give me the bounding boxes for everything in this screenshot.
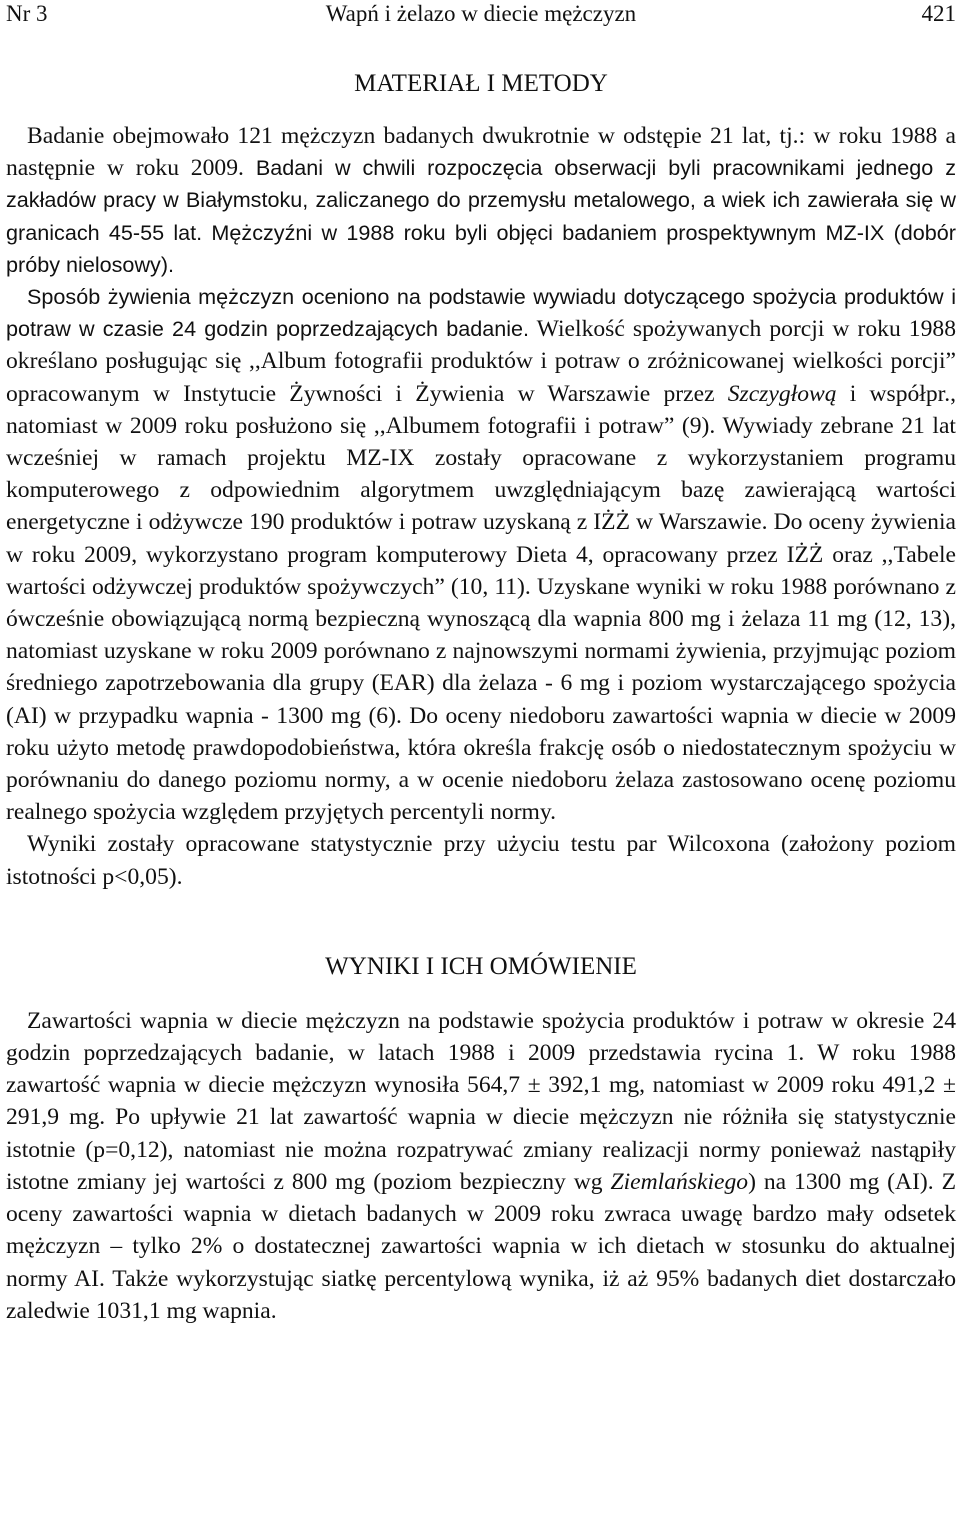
results-author-italic: Ziemlańskiego bbox=[610, 1168, 749, 1195]
page-number: 421 bbox=[921, 1, 956, 26]
methods-text-b: Badani w chwili rozpoczęcia obserwacji byli pracownikami jednego z zakładów pracy w Białymstoku, zaliczanego do przemysłu metalowego, a wiek ich zawierała się w granicach 45-55 lat. Mężczyźni w 1988 roku byli objęci badaniem prospektywnym MZ-IX (dobór próby nielosowy). bbox=[6, 155, 957, 277]
running-head bbox=[6, 0, 956, 32]
results-paragraph-1 bbox=[6, 1005, 956, 1327]
methods-text-f: i współpr., natomiast w 2009 roku posłużono się ,,Albumem fotografii i potraw” (9). Wywiady zebrane 21 lat wcześniej w ramach projektu MZ-IX zostały opracowane z wykorzystaniem programu komputerowego z odpowiednim algorytmem uwzględniającym bazę zawierającą wartości energetyczne i odżywcze 190 produktów i potraw uzyskaną z IŻŻ w Warszawie. Do oceny żywienia w roku 2009, wykorzystano program komputerowy Dieta 4, opracowany przez IŻŻ oraz ,,Tabele wartości odżywczej produktów spożywczych” (10, 11). Uzyskane wyniki w roku 1988 porównano z ówcześnie obowiązującą normą bezpieczną wynoszącą dla wapnia 800 mg i żelaza 11 mg (12, 13), natomiast uzyskane w roku 2009 porównano z najnowszymi normami żywienia, przyjmując poziom średniego zapotrzebowania dla grupy (EAR) dla żelaza - 6 mg i poziom wystarczającego spożycia (AI) w przypadku wapnia - 1300 mg (6). Do oceny niedoboru zawartości wapnia w diecie w 2009 roku użyto metodę prawdopodobieństwa, która określa frakcję osób o niedostatecznym spożyciu w porównaniu do danego poziomu normy, a w ocenie niedoboru żelaza zastosowano ocenę poziomu realnego spożycia względem przyjętych percentyli normy. bbox=[6, 380, 956, 826]
methods-heading: MATERIAŁ I METODY bbox=[354, 70, 608, 97]
methods-text-d: Wielkość spożywanych porcji w roku 1988 określano posługując się ,,Album fotografii produktów i potraw o zróżnicowanej wielkości porcji” opracowanym w Instytucie Żywności i Żywienia w Warszawie przez bbox=[6, 316, 956, 407]
running-title: Wapń i żelazo w diecie mężczyzn bbox=[325, 1, 637, 26]
methods-text-c: Sposób żywienia mężczyzn oceniono na podstawie wywiadu dotyczącego spożycia produktów i potraw w czasie 24 godzin poprzedzających badanie. bbox=[6, 284, 956, 342]
issue-number: Nr 3 bbox=[6, 1, 48, 26]
page bbox=[6, 0, 956, 1327]
methods-paragraph-3: Wyniki zostały opracowane statystycznie przy użyciu testu par Wilcoxona (założony poziom istotności p<0,05). bbox=[6, 831, 956, 890]
methods-paragraph-1 bbox=[6, 120, 956, 281]
methods-text-a: Badanie obejmowało 121 mężczyzn badanych dwukrotnie w odstępie 21 lat, tj.: w roku 1988 a następnie w roku 2009. bbox=[6, 123, 956, 182]
results-text-a: Zawartości wapnia w diecie mężczyzn na podstawie spożycia produktów i potraw w okresie 24 godzin poprzedzających badanie, w latach 1988 i 2009 przedstawia rycina 1. W roku 1988 zawartość wapnia w diecie mężczyzn wynosiła 564,7 ± 392,1 mg, natomiast w 2009 roku 491,2 ± 291,9 mg. Po upływie 21 lat zawartość wapnia w diecie mężczyzn nie różniła się statystycznie istotnie (p=0,12), natomiast nie można rozpatrywać zmiany realizacji normy ponieważ nastąpiły istotne zmiany jej wartości z 800 mg (poziom bezpieczny wg bbox=[6, 1007, 956, 1195]
results-text-c: ) na 1300 mg (AI). Z oceny zawartości wapnia w dietach badanych w 2009 roku zwraca uwagę bardzo mały odsetek mężczyzn – tylko 2% o dostatecznej zawartości wapnia w ich dietach w stosunku do aktualnej normy AI. Także wykorzystując siatkę percentylową wynika, iż aż 95% badanych diet dostarczało zaledwie 1031,1 mg wapnia. bbox=[6, 1168, 957, 1324]
methods-paragraph-2 bbox=[6, 281, 956, 828]
results-heading: WYNIKI I ICH OMÓWIENIE bbox=[325, 952, 637, 980]
methods-author-italic: Szczygłową bbox=[727, 380, 837, 407]
